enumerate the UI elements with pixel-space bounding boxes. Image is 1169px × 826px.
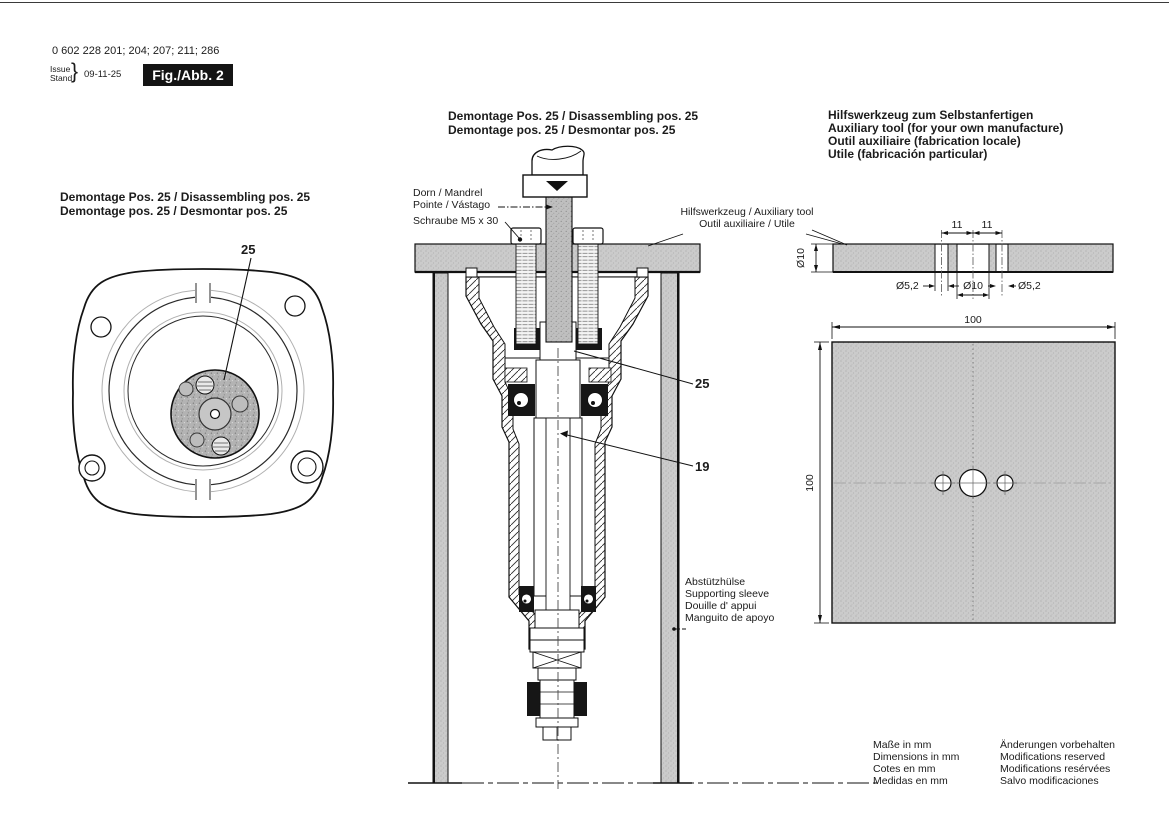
flange-hole-top-right: [285, 296, 305, 316]
ring-notch-top: [195, 285, 211, 300]
dim-hole-left: [923, 272, 959, 291]
part-numbers: 0 602 228 201; 204; 207; 211; 286: [52, 45, 220, 57]
flange-hole-top-left: [91, 317, 111, 337]
plate-holes-side: [935, 244, 1008, 272]
figure-badge: Fig./Abb. 2: [143, 64, 233, 86]
right-figure-title: Hilfswerkzeug zum Selbstanfertigen Auxiliary tool (for your own manufacture) Outil auxiliaire (fabrication locale) Utile (fabricación particular): [828, 108, 1064, 161]
screw-label: Schraube M5 x 30: [413, 215, 499, 227]
ring-notch-bottom: [195, 482, 211, 497]
supporting-sleeve-right: [661, 273, 679, 783]
dim-label-pitch-right: 11: [981, 219, 993, 231]
center-figure-title: Demontage Pos. 25 / Disassembling pos. 25 Demontage pos. 25 / Desmontar pos. 25: [448, 109, 699, 137]
dim-label-pitch-left: 11: [951, 219, 963, 231]
issue-label: Issue: [50, 64, 71, 74]
supporting-sleeve-left: [433, 273, 448, 783]
dim-label-height: 100: [804, 474, 816, 492]
part-label-19: 19: [695, 459, 710, 474]
issue-stand-labels: [50, 65, 72, 83]
aux-tool-label: Hilfswerkzeug / Auxiliary tool Outil auxiliaire / Utile: [680, 206, 814, 230]
mandrel-label: Dorn / Mandrel Pointe / Vástago: [413, 187, 491, 211]
collet-nose: [527, 610, 587, 740]
left-part-label-25: 25: [241, 242, 256, 257]
dim-label-hole-right: Ø5,2: [1018, 280, 1041, 292]
modifications-note: Änderungen vorbehalten Modifications reserved Modifications resérvées Salvo modificaciones: [1000, 739, 1116, 787]
left-figure-title: Demontage Pos. 25 / Disassembling pos. 25 Demontage pos. 25 / Desmontar pos. 25: [60, 190, 311, 218]
dim-pitch-11: [942, 231, 1003, 235]
dim-label-width: 100: [964, 314, 982, 326]
aux-tool-top-view: [814, 322, 1115, 623]
part-label-25: 25: [695, 376, 710, 391]
units-note: Maße in mm Dimensions in mm Cotes en mm Medidas en mm: [873, 739, 960, 787]
dim-label-hole-left: Ø5,2: [896, 280, 919, 292]
dim-thickness: [811, 244, 833, 272]
brace-glyph: }: [71, 60, 79, 83]
sleeve-label: Abstützhülse Supporting sleeve Douille d' appui Manguito de apoyo: [685, 576, 775, 624]
dim-label-thickness: Ø10: [795, 248, 807, 268]
stand-label: Stand: [50, 73, 73, 83]
flange-top-view: [73, 258, 333, 517]
issue-date: 09-11-25: [84, 69, 122, 80]
dim-label-hole-center: Ø10: [963, 280, 983, 292]
dim-height-100: [814, 342, 829, 623]
